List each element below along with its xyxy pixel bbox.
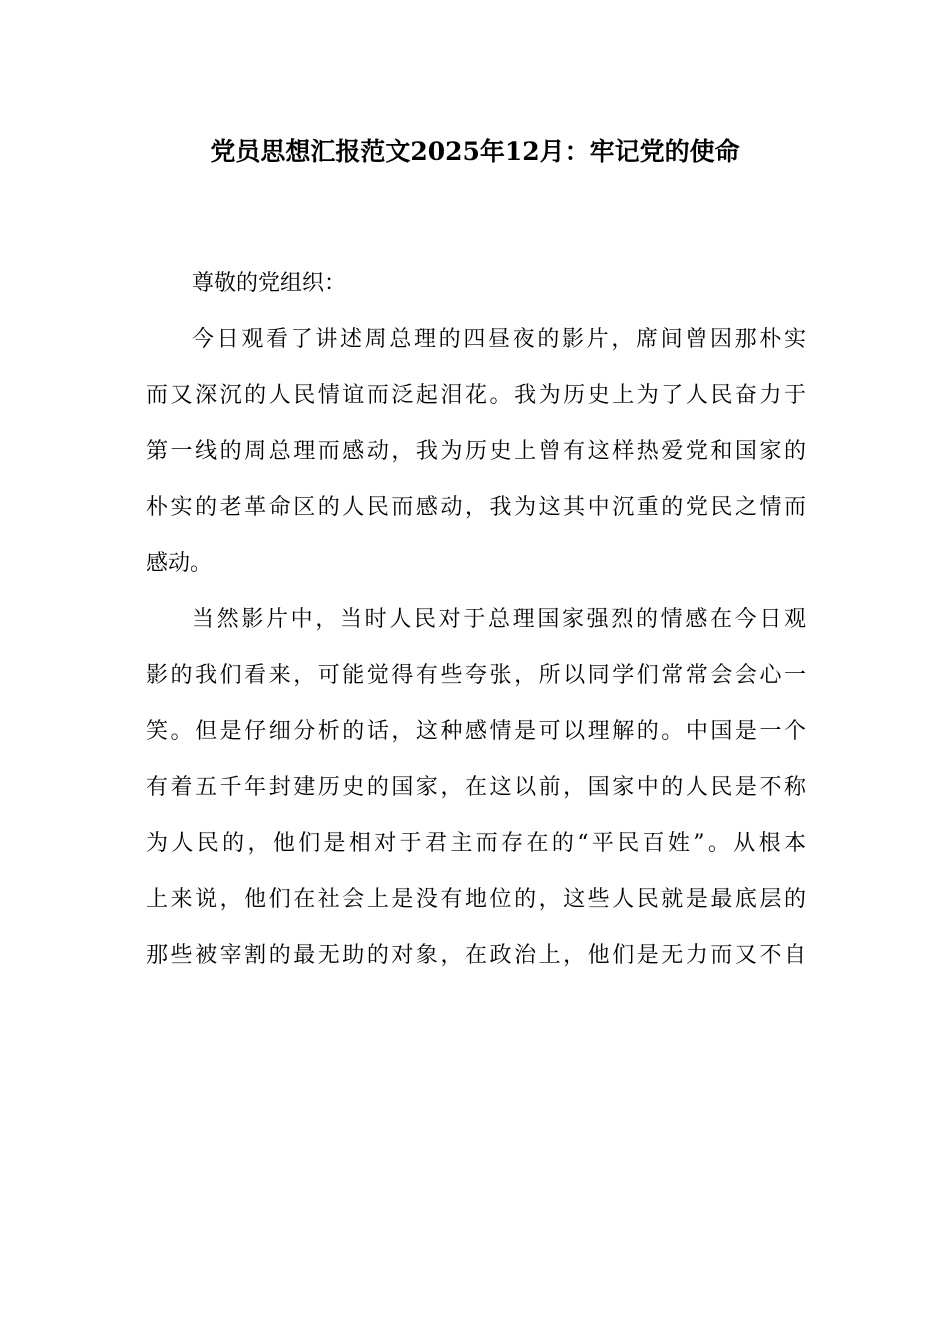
- paragraph-line: 笑。但是仔细分析的话，这种感情是可以理解的。中国是一个: [146, 719, 806, 744]
- paragraph-line: 有着五千年封建历史的国家，在这以前，国家中的人民是不称: [146, 775, 806, 800]
- salutation: 尊敬的党组织：: [192, 271, 347, 296]
- paragraph-line: 那些被宰割的最无助的对象，在政治上，他们是无力而又不自: [146, 943, 806, 968]
- document-title: 党员思想汇报范文2025年12月：牢记党的使命: [210, 137, 740, 166]
- paragraph-line: 当然影片中，当时人民对于总理国家强烈的情感在今日观: [192, 607, 806, 632]
- paragraph-1: [146, 312, 806, 592]
- paragraph-line: 影的我们看来，可能觉得有些夸张，所以同学们常常会会心一: [146, 663, 806, 688]
- paragraph-line: 而又深沉的人民情谊而泛起泪花。我为历史上为了人民奋力于: [146, 383, 806, 408]
- paragraph-2: [146, 592, 806, 984]
- paragraph-line: 第一线的周总理而感动，我为历史上曾有这样热爱党和国家的: [146, 439, 806, 464]
- paragraph-line: 今日观看了讲述周总理的四昼夜的影片，席间曾因那朴实: [192, 327, 806, 352]
- document-body: [146, 256, 806, 984]
- paragraph-line: 为人民的，他们是相对于君主而存在的“平民百姓”。从根本: [146, 831, 806, 856]
- paragraph-line: 感动。: [146, 551, 213, 576]
- paragraph-line: 上来说，他们在社会上是没有地位的，这些人民就是最底层的: [146, 887, 806, 912]
- paragraph-line: 朴实的老革命区的人民而感动，我为这其中沉重的党民之情而: [146, 495, 806, 520]
